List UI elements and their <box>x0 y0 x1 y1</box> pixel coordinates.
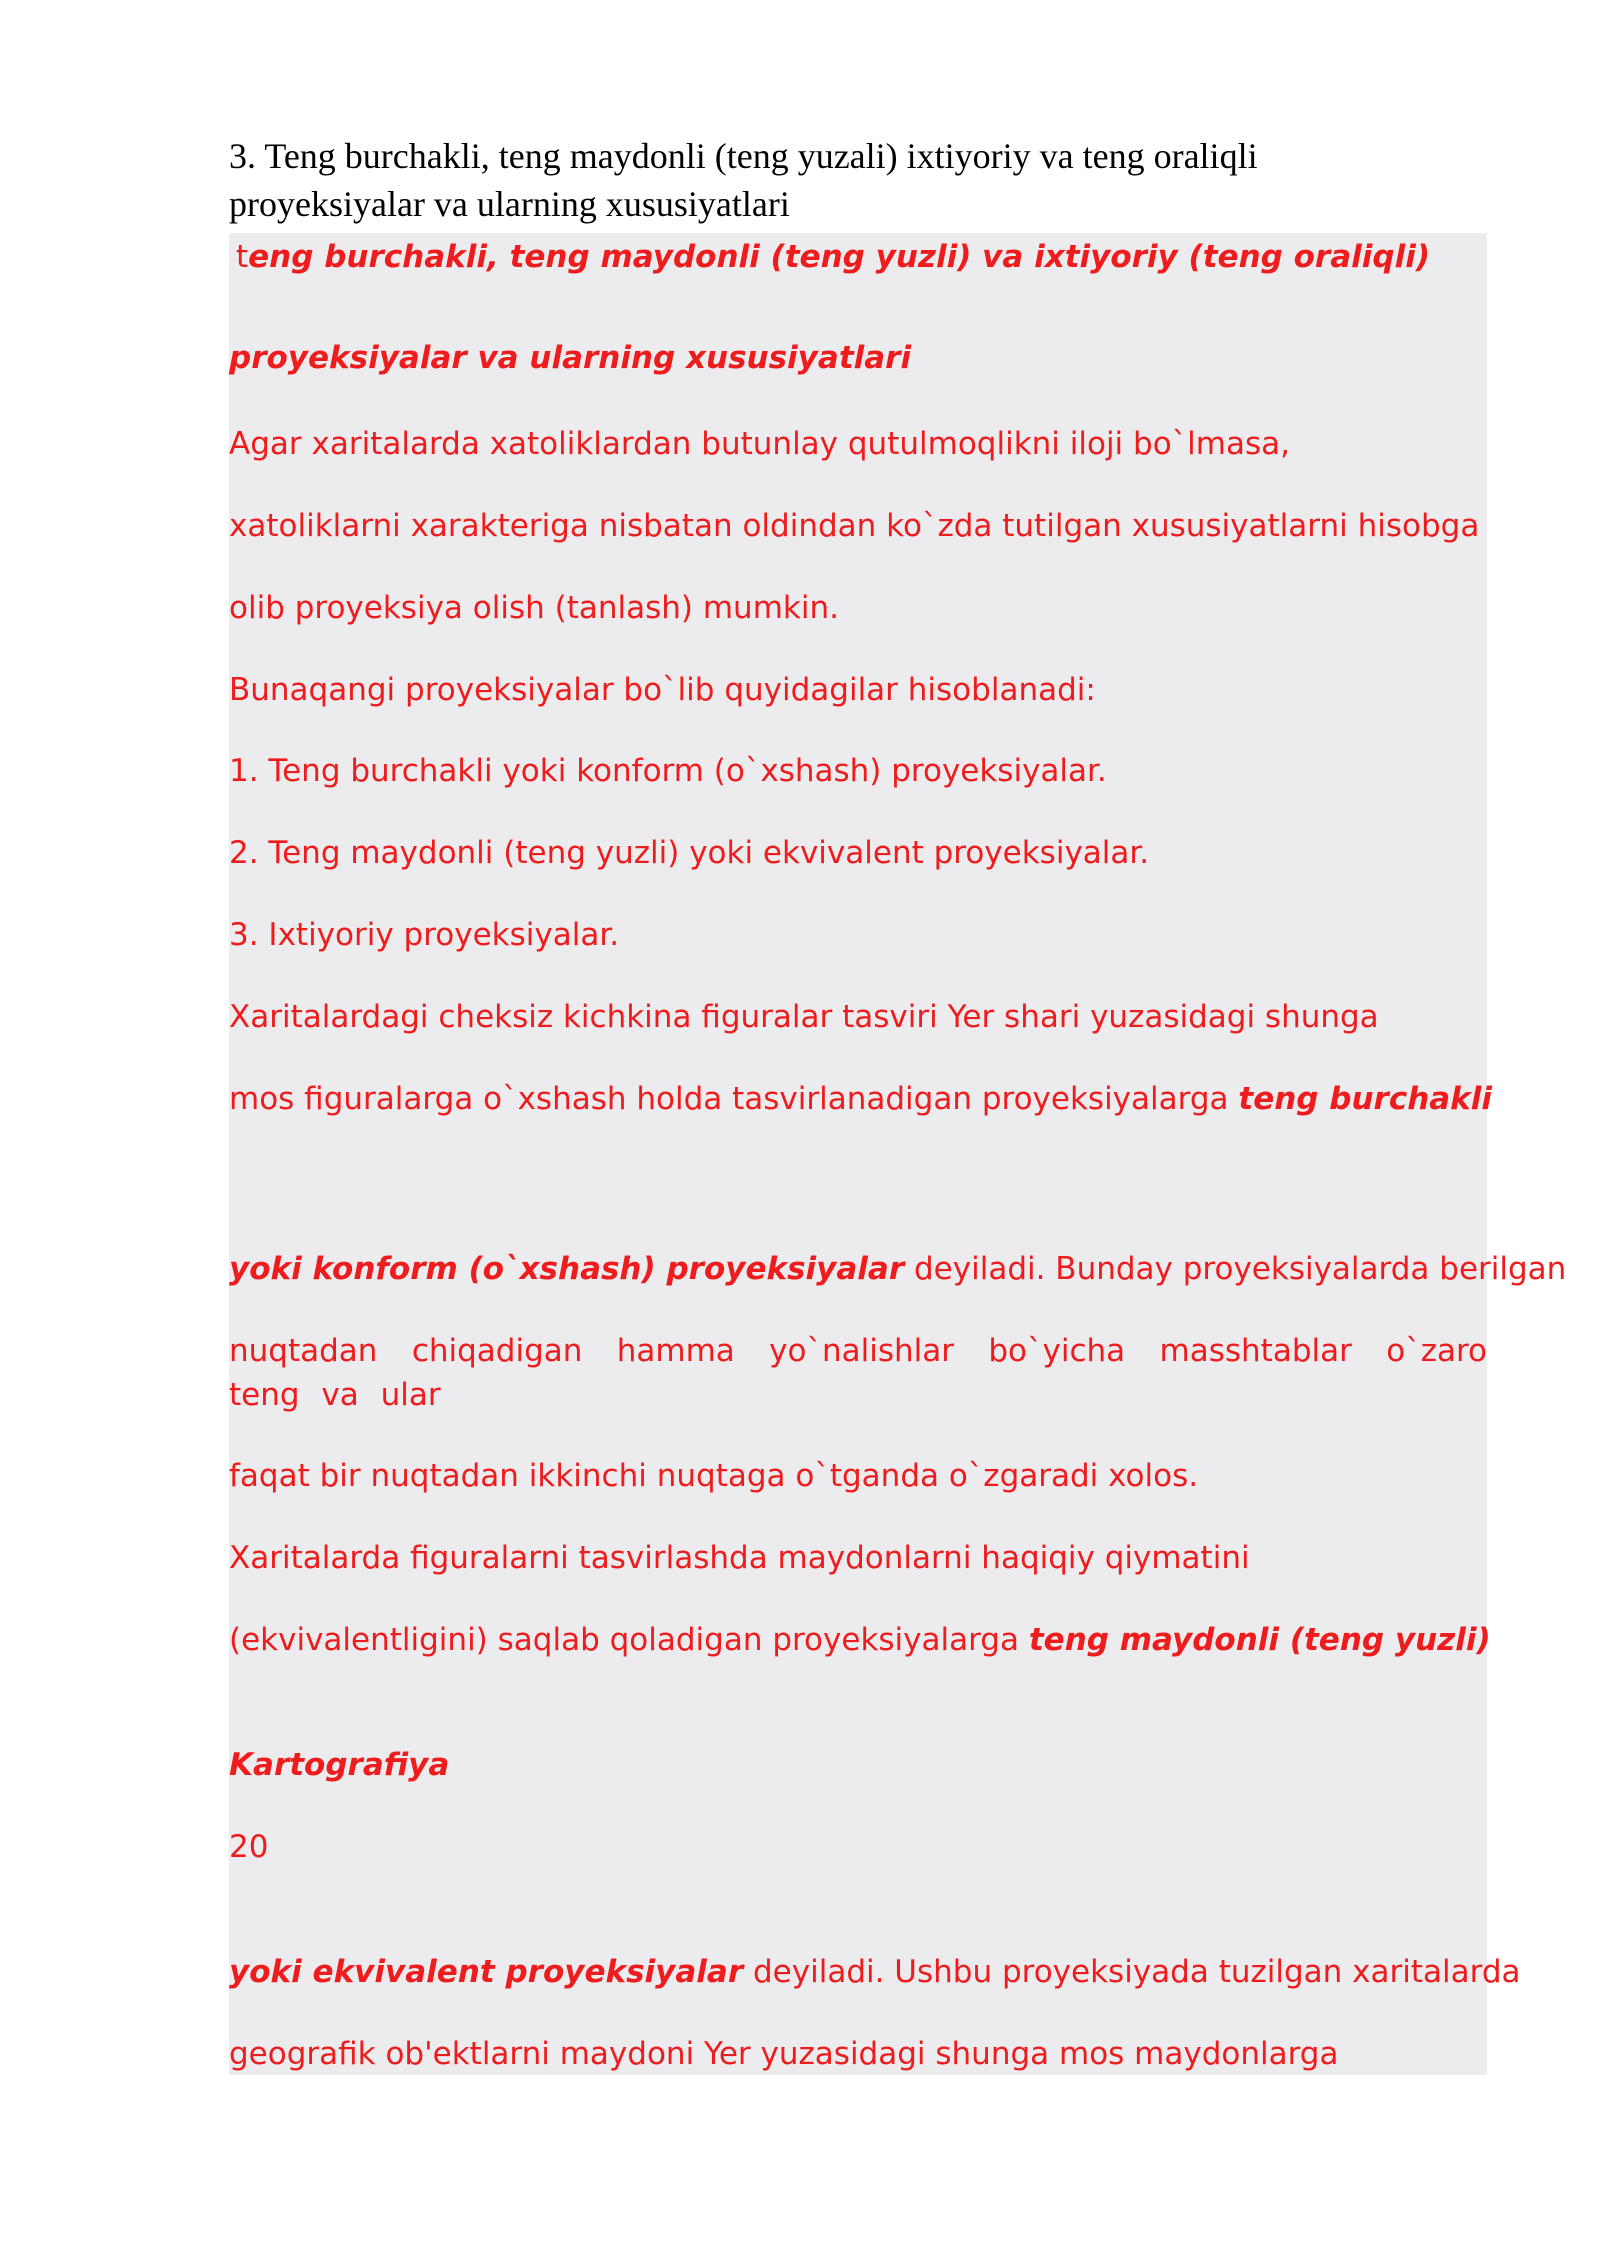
justified-paragraph-line: nuqtadan chiqadigan hamma yo`nalishlar bo`yicha masshtablar o`zaro teng va ular <box>229 1333 1487 1413</box>
title-line-1: 3. Teng burchakli, teng maydonli (teng yuzali) ixtiyoriy va teng oraliqli <box>229 136 1258 176</box>
paragraph-line <box>229 1247 1567 1291</box>
list-item-3: 3. Ixtiyoriy proyeksiyalar. <box>229 917 620 953</box>
paragraph-line <box>229 1077 1493 1121</box>
paragraph-text: mos figuralarga o`xshash holda tasvirlanadigan proyeksiyalarga <box>229 1081 1239 1117</box>
paragraph-line: Agar xaritalarda xatoliklardan butunlay qutulmoqlikni iloji bo`lmasa, <box>229 426 1290 462</box>
section-heading-line-2 <box>229 336 1487 380</box>
page-title <box>229 132 1379 228</box>
paragraph-line: faqat bir nuqtadan ikkinchi nuqtaga o`tganda o`zgaradi xolos. <box>229 1458 1199 1494</box>
section-heading-line-1 <box>229 235 1487 279</box>
term-bold: yoki ekvivalent proyeksiyalar <box>229 1954 744 1990</box>
list-item-1: 1. Teng burchakli yoki konform (o`xshash) proyeksiyalar. <box>229 753 1107 789</box>
heading-bold-text: eng burchakli, teng maydonli (teng yuzli) va ixtiyoriy (teng oraliqli) <box>248 239 1430 275</box>
paragraph-text: deyiladi. Ushbu proyeksiyada tuzilgan xaritalarda <box>743 1954 1521 1990</box>
running-header <box>229 1743 1487 1787</box>
running-header-text: Kartografiya <box>229 1747 450 1783</box>
list-item-2: 2. Teng maydonli (teng yuzli) yoki ekvivalent proyeksiyalar. <box>229 835 1150 871</box>
term-bold: yoki konform (o`xshash) proyeksiyalar <box>229 1251 905 1287</box>
term-bold: teng maydonli (teng yuzli) <box>1028 1622 1491 1658</box>
paragraph-line: xatoliklarni xarakteriga nisbatan oldindan ko`zda tutilgan xususiyatlarni hisobga <box>229 508 1480 544</box>
paragraph-line: olib proyeksiya olish (tanlash) mumkin. <box>229 590 839 626</box>
paragraph-text: (ekvivalentligini) saqlab qoladigan proyeksiyalarga <box>229 1622 1029 1658</box>
paragraph-line: Xaritalardagi cheksiz kichkina figuralar tasviri Yer shari yuzasidagi shunga <box>229 999 1379 1035</box>
title-line-2: proyeksiyalar va ularning xususiyatlari <box>229 184 790 224</box>
page-number: 20 <box>229 1829 269 1865</box>
paragraph-line <box>229 1950 1521 1994</box>
paragraph-line: Xaritalarda figuralarni tasvirlashda maydonlarni haqiqiy qiymatini <box>229 1540 1250 1576</box>
heading-prefix: t <box>236 239 249 275</box>
heading-bold-text: proyeksiyalar va ularning xususiyatlari <box>229 340 912 376</box>
term-bold: teng burchakli <box>1238 1081 1493 1117</box>
paragraph-text: deyiladi. Bunday proyeksiyalarda berilgan <box>904 1251 1567 1287</box>
paragraph-line: geografik ob'ektlarni maydoni Yer yuzasidagi shunga mos maydonlarga <box>229 2036 1339 2072</box>
paragraph-line <box>229 1618 1491 1662</box>
paragraph-line: Bunaqangi proyeksiyalar bo`lib quyidagilar hisoblanadi: <box>229 672 1096 708</box>
